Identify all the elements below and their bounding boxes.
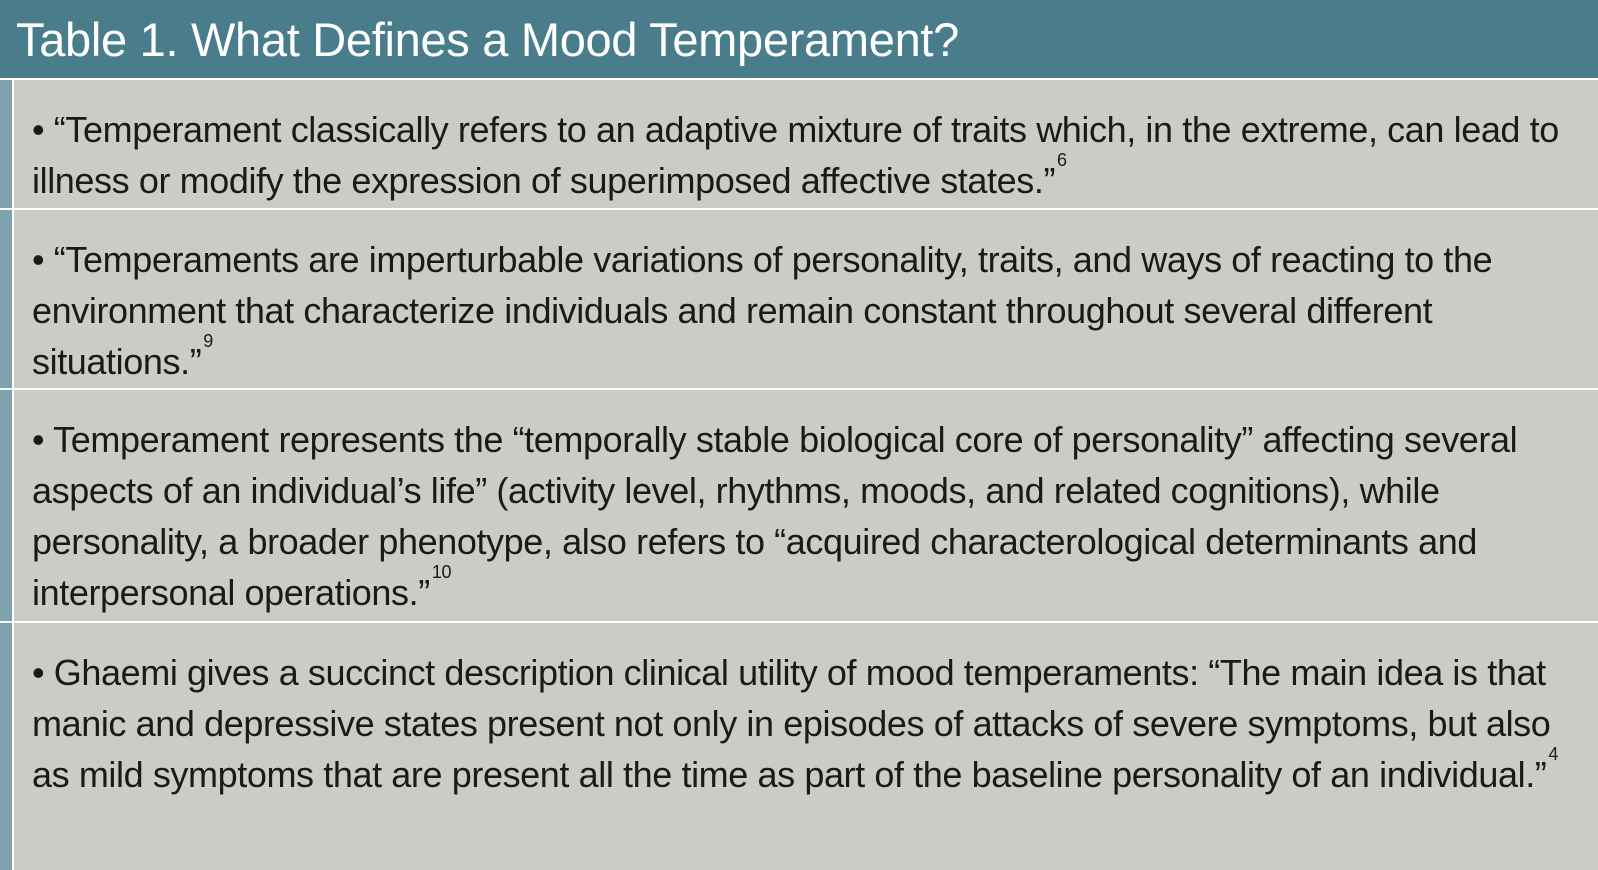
- table-header: [0, 0, 1598, 78]
- row-accent-bar: [0, 210, 14, 388]
- reference-number: 9: [203, 331, 213, 351]
- row-accent-bar: [0, 623, 14, 870]
- row-cell: [14, 210, 1598, 388]
- row-cell: [14, 623, 1598, 870]
- table-row: [0, 390, 1598, 621]
- definition-text: • Ghaemi gives a succinct description clinical utility of mood temperaments: “The main idea is that manic and depressive states present not only in episodes of attacks of severe symptoms, but also as mild symptoms that are present all the time as part of the baseline personality of an individual.”: [32, 652, 1551, 795]
- row-accent-bar: [0, 80, 14, 208]
- definition-text: • “Temperaments are imperturbable variations of personality, traits, and ways of reacting to the environment that characterize individuals and remain constant throughout several different situations.”: [32, 239, 1493, 382]
- table-title: Table 1. What Defines a Mood Temperament?: [16, 12, 960, 66]
- table-row: [0, 210, 1598, 388]
- table-row: [0, 623, 1598, 870]
- reference-number: 6: [1057, 150, 1067, 170]
- row-accent-bar: [0, 390, 14, 621]
- row-cell: [14, 390, 1598, 621]
- reference-number: 4: [1548, 744, 1559, 764]
- table-row: [0, 80, 1598, 208]
- reference-number: 10: [431, 562, 452, 582]
- row-cell: [14, 80, 1598, 208]
- definition-text: • “Temperament classically refers to an adaptive mixture of traits which, in the extreme, can lead to illness or modify the expression of superimposed affective states.”: [32, 109, 1559, 201]
- definition-text: • Temperament represents the “temporally stable biological core of personality” affecting several aspects of an individual’s life” (activity level, rhythms, moods, and related cognitions), while personality, a broader phenotype, also refers to “acquired characterological determinants and interpersonal operations.”: [32, 419, 1518, 613]
